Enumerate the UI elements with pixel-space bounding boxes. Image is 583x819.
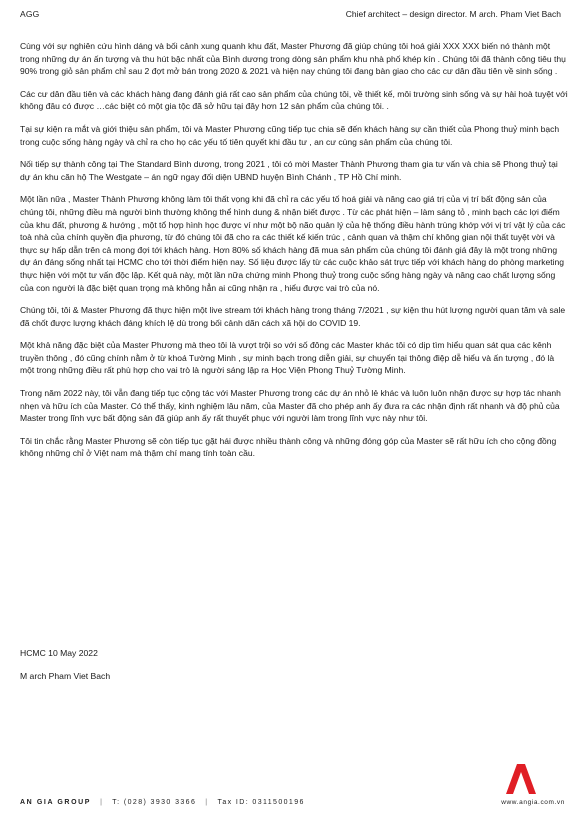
letter-closing bbox=[20, 647, 110, 692]
paragraph-8: Trong năm 2022 này, tôi vẫn đang tiếp tục cộng tác với Master Phương trong các dự án nhỏ lẻ khác và luôn luôn nhận được sự hợp tác nhanh nhẹn và hữu ích của Master. Có thể thấy, kinh nghiệm lâu năm, của Master đã cho phép anh ấy đưa ra các nhận định rất nhanh và độ phủ của Master trong lĩnh vực bất động sản đã giúp anh ấy rất thuyết phục với người làm trong lĩnh vực này như tôi. bbox=[20, 388, 561, 424]
paragraph-7: Một khả năng đặc biệt của Master Phương mà theo tôi là vượt trội so với số đông các Master khác tôi có dịp tìm hiểu quan sát qua các kênh truyền thông , đó cũng chính nằm ở từ khoá Tường Minh , sự minh bạch trong diễn giải, sự chuyển tại thông điệp dễ hiểu và ấn tượng , đó là một trong những điều rất phù hợp cho vai trò là người sáng lập ra Học Viện Phong Thuỷ Tường Minh. bbox=[20, 340, 555, 376]
footer-separator: | bbox=[100, 799, 104, 806]
footer-website-link[interactable]: www.angia.com.vn bbox=[501, 799, 565, 806]
paragraph-2: Các cư dân đầu tiên và các khách hàng đang đánh giá rất cao sản phẩm của chúng tôi, về thiết kế, môi trường sinh sống và sự hài hoà tuyệt với không đâu có được …các biệt có một gia tộc đã sở hữu tại đây hơn 12 sản phẩm của chúng tôi. . bbox=[20, 88, 568, 112]
header-author-title: Chief architect – design director. M arch. Pham Viet Bach bbox=[345, 9, 561, 19]
footer-separator: | bbox=[205, 799, 209, 806]
header-company-code: AGG bbox=[20, 9, 40, 19]
footer-phone: T: (028) 3930 3366 bbox=[112, 799, 197, 806]
paragraph-4: Nối tiếp sự thành công tại The Standard Bình dương, trong 2021 , tôi có mời Master Thành Phương tham gia tư vấn và chia sẽ Phong thuỷ tại dự án khu căn hộ The Westgate – án ngữ ngay đối diện UBND huyện Bình Chánh , TP Hồ Chí minh. bbox=[20, 159, 558, 182]
letter-footer bbox=[20, 799, 565, 806]
letter-body bbox=[20, 40, 568, 470]
paragraph-3: Tại sự kiện ra mắt và giới thiệu sản phẩm, tôi và Master Phương cũng tiếp tục chia sẽ đến khách hàng sự cần thiết của Phong thuỷ minh bạch trong cuộc sống hàng ngày và chỉ ra cho họ các yếu tố tiên quyết khi đầu tư , an cư cùng sản phẩm của chúng tôi. bbox=[20, 123, 560, 147]
signature-name: M arch Pham Viet Bach bbox=[20, 670, 111, 681]
paragraph-6: Chúng tôi, tôi & Master Phương đã thực hiện một live stream tới khách hàng trong tháng 7/2021 , sự kiện thu hút lượng người quan tâm và sale đã chốt được lượng khách đáng khích lệ dù trong bối cảnh dãn cách xã hội do COVID 19. bbox=[20, 305, 566, 328]
paragraph-9: Tôi tin chắc rằng Master Phương sẽ còn tiếp tục gặt hái được nhiều thành công và những đóng góp của Master sẽ rất hữu ích cho cộng đồng không những chỉ ở Việt nam mà thậm chí mang tính toàn cầu. bbox=[20, 435, 557, 459]
paragraph-5: Một lần nữa , Master Thành Phương không làm tôi thất vọng khi đã chỉ ra các yếu tố hoá giải và nâng cao giá trị của vị trí bất động sản của chúng tôi, những điều mà người bình thường không thể hình dung & nhận biết được . Từ các phát hiện – làm sáng tỏ , minh bạch các lợi điểm của khu đất, phương & hướng , một tổ hợp hình học được ví như một bộ não quản lý của hệ thống điều hành trùng khớp với vị trí vật lý của các toà nhà của chính quyền địa phương, từ đó chúng tôi đã cho ra các thiết kế kiến trúc , cảnh quan và thậm chí không gian nội thất tuyệt vời và thực sự hấp dẫn trên cả mong đợi tới khách hàng. Hơn 80% số khách hàng đã mua sản phẩm của chúng tôi đánh giá đây là một trong những dự án đáng sống nhất tại HCMC cho tới thời điểm hiện nay. Số liệu được lấy từ các cuộc khảo sát trực tiếp với khách hàng do phòng marketing thực hiện với một tư vấn độc lập. Kết quả này, một lần nữa chứng minh Phong thuỷ trong cuộc sống hàng ngày và nâng cao chất lượng sống của con người là đặc biệt quan trọng mà không hẳn ai cũng nhận ra , hiểu được vai trò của nó. bbox=[20, 194, 566, 293]
footer-brand: AN GIA GROUP bbox=[20, 799, 92, 806]
place-date: HCMC 10 May 2022 bbox=[20, 648, 98, 658]
footer-tax-id: Tax ID: 0311500196 bbox=[217, 799, 305, 806]
paragraph-1: Cùng với sự nghiên cứu hình dáng và bối cảnh xung quanh khu đất, Master Phương đã giúp chúng tôi hoá giải XXX XXX biến nó thành một trong những dự án ấn tượng và thu hút bậc nhất của Bình dương trong dòng sản phẩm khu nhà phố khép kín . Chúng tôi đã thành công tiêu thụ 90% trong giỏ sản phẩm chỉ sau 2 đợt mở bán trong 2020 & 2021 và hiện nay chúng tôi đang bàn giao cho các cư dân đầu tiên về sinh sống . bbox=[20, 41, 566, 77]
angia-logo-icon bbox=[504, 762, 538, 796]
